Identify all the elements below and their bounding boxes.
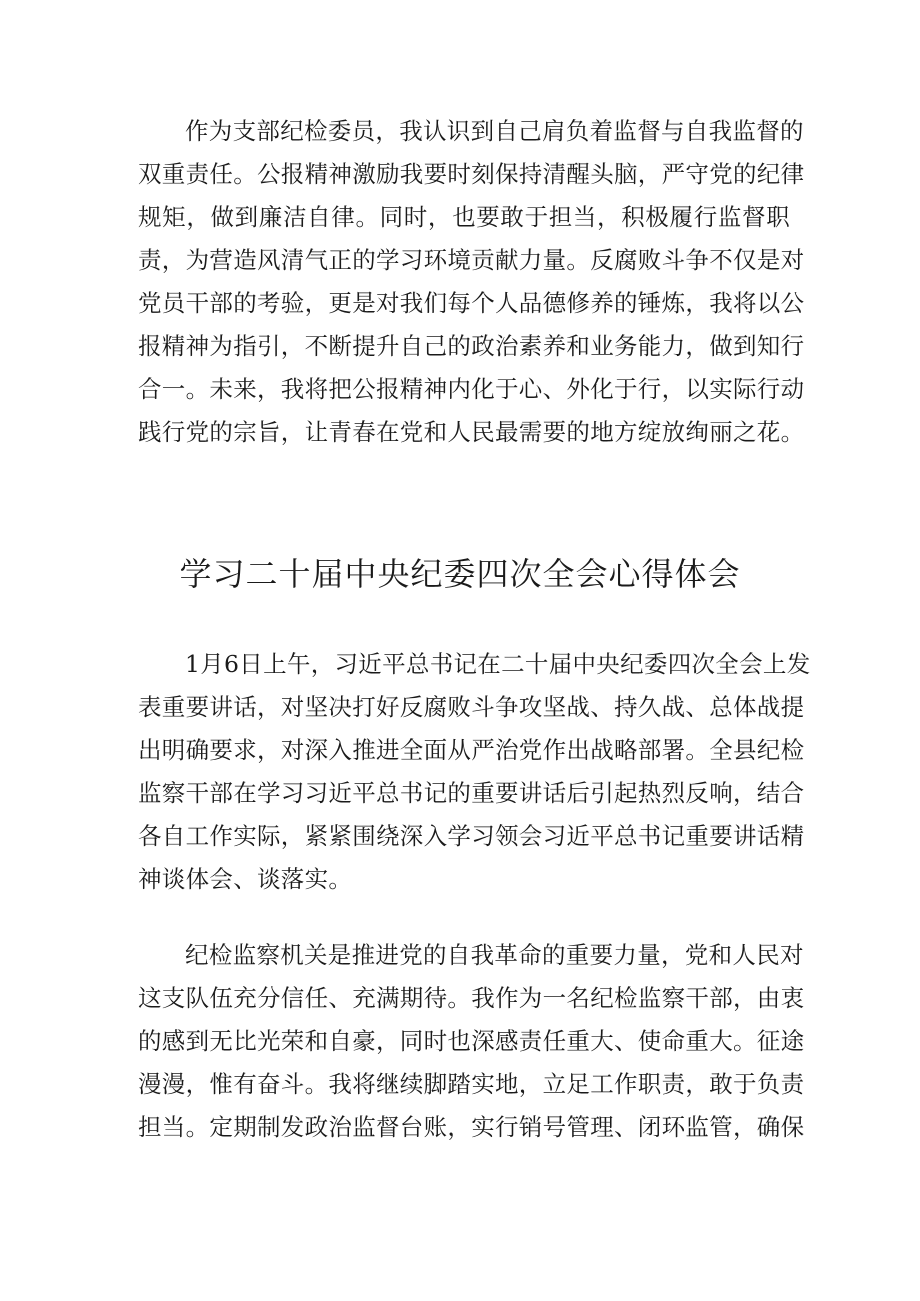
text-line: 出明确要求，对深入推进全面从严治党作出战略部署。全县纪检 [138, 736, 805, 764]
text-line: 这支队伍充分信任、充满期待。我作为一名纪检监察干部，由衷 [138, 984, 805, 1012]
text-line: 规矩，做到廉洁自律。同时，也要敢于担当，积极履行监督职 [138, 203, 790, 231]
text-line: 监察干部在学习习近平总书记的重要讲话后引起热烈反响，结合 [138, 779, 805, 807]
paragraph-commitment [138, 934, 805, 1149]
text-line: 担当。定期制发政治监督台账，实行销号管理、闭环监管，确保 [138, 1113, 805, 1141]
text-line: 作为支部纪检委员，我认识到自己肩负着监督与自我监督的 [185, 117, 804, 145]
text-line: 报精神为指引，不断提升自己的政治素养和业务能力，做到知行 [138, 332, 805, 360]
text-line: 1月6日上午，习近平总书记在二十届中央纪委四次全会上发 [185, 650, 811, 678]
paragraph-intro [138, 643, 811, 901]
text-line: 表重要讲话，对坚决打好反腐败斗争攻坚战、持久战、总体战提 [138, 693, 805, 721]
text-line: 党员干部的考验，更是对我们每个人品德修养的锤炼，我将以公 [138, 289, 805, 317]
text-line: 漫漫，惟有奋斗。我将继续脚踏实地，立足工作职责，敢于负责 [138, 1070, 805, 1098]
text-line: 践行党的宗旨，让青春在党和人民最需要的地方绽放绚丽之花。 [138, 418, 805, 446]
paragraph-reflection [138, 110, 805, 454]
text-line: 各自工作实际，紧紧围绕深入学习领会习近平总书记重要讲话精 [138, 822, 805, 850]
text-line: 合一。未来，我将把公报精神内化于心、外化于行，以实际行动 [138, 375, 805, 403]
text-line: 双重责任。公报精神激励我要时刻保持清醒头脑，严守党的纪律 [138, 160, 805, 188]
text-line: 纪检监察机关是推进党的自我革命的重要力量，党和人民对 [185, 941, 804, 969]
text-line: 神谈体会、谈落实。 [138, 865, 353, 893]
page-title: 学习二十届中央纪委四次全会心得体会 [179, 555, 741, 593]
text-line: 责，为营造风清气正的学习环境贡献力量。反腐败斗争不仅是对 [138, 246, 805, 274]
text-line: 的感到无比光荣和自豪，同时也深感责任重大、使命重大。征途 [138, 1027, 805, 1055]
